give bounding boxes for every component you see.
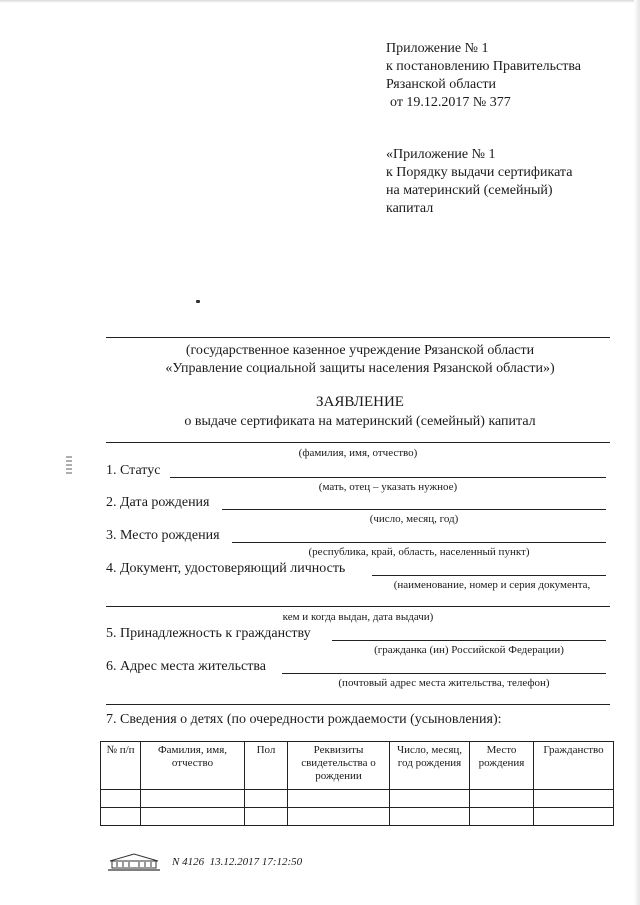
agency-input-line[interactable] xyxy=(106,337,610,338)
birth-date-caption: (число, месяц, год) xyxy=(369,513,459,525)
table-row xyxy=(101,790,614,808)
col-header-birth-place: Место рождения xyxy=(470,742,534,790)
table-cell[interactable] xyxy=(390,808,470,826)
address-label: 6. Адрес места жительства xyxy=(106,659,266,674)
table-row xyxy=(101,808,614,826)
children-table xyxy=(100,741,614,826)
registry-logo xyxy=(106,852,162,872)
agency-line-1: (государственное казенное учреждение Рязанской области xyxy=(185,343,535,358)
order-line-4: капитал xyxy=(386,201,434,216)
appendix-header xyxy=(386,40,581,112)
id-doc-input-line-2[interactable] xyxy=(106,606,610,607)
citizenship-input-line[interactable] xyxy=(332,640,606,641)
order-header xyxy=(386,146,572,218)
address-input-line[interactable] xyxy=(282,673,606,674)
status-input-line[interactable] xyxy=(170,477,606,478)
birth-date-label: 2. Дата рождения xyxy=(106,495,210,510)
appendix-line-4: от 19.12.2017 № 377 xyxy=(390,95,511,110)
table-cell[interactable] xyxy=(288,790,390,808)
table-cell[interactable] xyxy=(141,808,245,826)
col-header-birth-date: Число, месяц, год рождения xyxy=(390,742,470,790)
table-cell[interactable] xyxy=(245,808,288,826)
table-cell[interactable] xyxy=(390,790,470,808)
birth-place-caption: (республика, край, область, населенный пункт) xyxy=(308,546,530,558)
col-header-sex: Пол xyxy=(245,742,288,790)
col-header-fio: Фамилия, имя, отчество xyxy=(141,742,245,790)
fio-input-line[interactable] xyxy=(106,442,610,443)
table-cell[interactable] xyxy=(245,790,288,808)
scan-speck xyxy=(196,300,200,303)
appendix-line-3: Рязанской области xyxy=(386,77,497,92)
status-caption: (мать, отец – указать нужное) xyxy=(318,481,458,493)
table-cell[interactable] xyxy=(470,790,534,808)
birth-date-input-line[interactable] xyxy=(222,509,606,510)
table-cell[interactable] xyxy=(288,808,390,826)
scan-right-edge xyxy=(634,0,640,905)
id-doc-input-line[interactable] xyxy=(372,575,606,576)
table-cell[interactable] xyxy=(534,790,614,808)
id-doc-caption-1: (наименование, номер и серия документа, xyxy=(393,579,591,591)
document-title xyxy=(100,393,620,431)
scan-hole-marks xyxy=(66,456,72,476)
citizenship-caption: (гражданка (ин) Российской Федерации) xyxy=(374,644,564,656)
address-input-line-2[interactable] xyxy=(106,704,610,705)
citizenship-label: 5. Принадлежность к гражданству xyxy=(106,626,311,641)
order-line-2: к Порядку выдачи сертификата xyxy=(386,165,573,180)
appendix-line-2: к постановлению Правительства xyxy=(386,59,582,74)
table-cell[interactable] xyxy=(141,790,245,808)
order-line-1: «Приложение № 1 xyxy=(386,147,496,162)
agency-block xyxy=(100,342,620,378)
table-cell[interactable] xyxy=(101,790,141,808)
col-header-number: № п/п xyxy=(101,742,141,790)
table-cell[interactable] xyxy=(101,808,141,826)
children-label: 7. Сведения о детях (по очередности рождаемости (усыновления): xyxy=(106,712,502,727)
col-header-citizenship: Гражданство xyxy=(534,742,614,790)
status-label: 1. Статус xyxy=(106,463,161,478)
table-cell[interactable] xyxy=(470,808,534,826)
appendix-line-1: Приложение № 1 xyxy=(386,41,489,56)
table-cell[interactable] xyxy=(534,808,614,826)
id-doc-label: 4. Документ, удостоверяющий личность xyxy=(106,561,346,576)
building-icon xyxy=(106,852,162,872)
id-doc-caption-2: кем и когда выдан, дата выдачи) xyxy=(282,611,434,623)
title-sub: о выдаче сертификата на материнский (семейный) капитал xyxy=(184,414,536,429)
scan-top-edge xyxy=(0,0,640,3)
agency-line-2: «Управление социальной защиты населения Рязанской области») xyxy=(165,361,555,376)
birth-place-label: 3. Место рождения xyxy=(106,528,220,543)
registry-stamp: N 4126 13.12.2017 17:12:50 xyxy=(172,856,303,868)
birth-place-input-line[interactable] xyxy=(232,542,606,543)
order-line-3: на материнский (семейный) xyxy=(386,183,553,198)
title-main: ЗАЯВЛЕНИЕ xyxy=(316,394,404,410)
col-header-certificate: Реквизиты свидетельства о рождении xyxy=(288,742,390,790)
fio-caption: (фамилия, имя, отчество) xyxy=(298,447,418,459)
address-caption: (почтовый адрес места жительства, телефон) xyxy=(338,677,550,689)
children-table-header-row xyxy=(101,742,614,790)
